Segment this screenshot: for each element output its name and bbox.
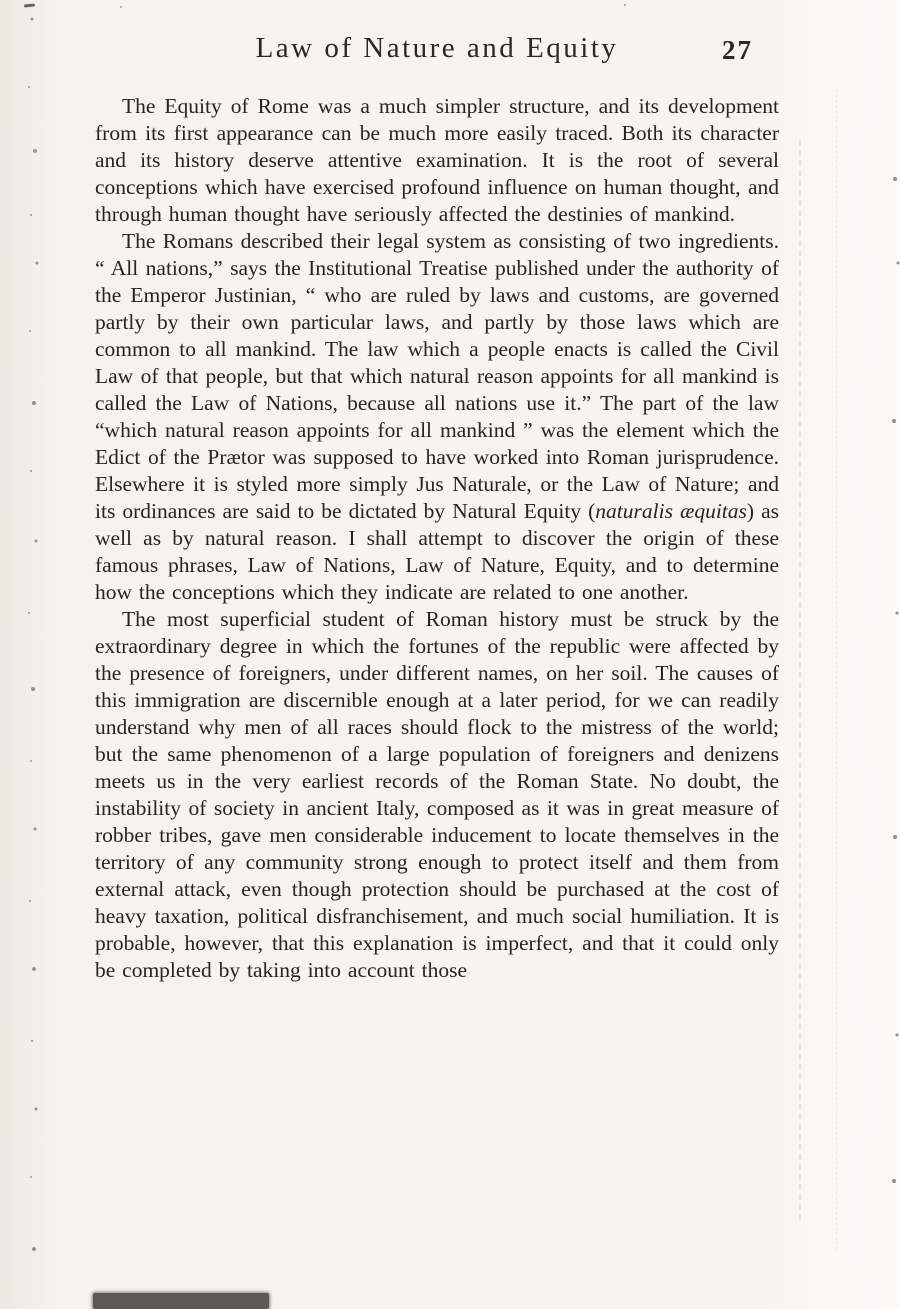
page-header xyxy=(95,32,779,86)
scan-line-artifact xyxy=(799,140,801,1220)
italic-phrase: naturalis æquitas xyxy=(595,499,747,523)
running-title: Law of Nature and Equity xyxy=(255,32,619,64)
page-body xyxy=(95,93,779,984)
paragraph xyxy=(95,606,779,984)
page-number: 27 xyxy=(722,35,753,65)
paragraph xyxy=(95,228,779,606)
text-segment: ) as well as by natural reason. I shall attempt to discover the origin of these famous phrases, Law of Nations, Law of Nature, Equity, and to determine how the conceptions which they indicate are related to one another. xyxy=(95,499,780,604)
paragraph xyxy=(95,93,779,228)
scan-mark-top-left xyxy=(24,3,35,7)
scan-smudge-bottom xyxy=(93,1293,269,1309)
text-segment: The Romans described their legal system as consisting of two ingredients. “ All nations,” says the Institutional Treatise published under the authority of the Emperor Justinian, “ who are ruled by laws and customs, are governed partly by their own particular laws, and partly by those laws which are common to all mankind. The law which a people enacts is called the Civil Law of that people, but that which natural reason appoints for all mankind is called the Law of Nations, because all nations use it.” The part of the law “which natural reason appoints for all mankind ” was the element which the Edict of the Prætor was supposed to have worked into Roman jurisprudence. Elsewhere it is styled more simply Jus Naturale, or the Law of Nature; and its ordinances are said to be dictated by Natural Equity ( xyxy=(95,229,779,523)
text-segment: The Equity of Rome was a much simpler structure, and its development from its first appearance can be much more easily traced. Both its character and its history deserve attentive examination. It is the root of several conceptions which have exercised profound influence on human thought, and through human thought have seriously affected the destinies of mankind. xyxy=(95,94,779,226)
page-content xyxy=(95,32,779,984)
text-segment: The most superficial student of Roman history must be struck by the extraordinary degree in which the fortunes of the republic were affected by the presence of foreigners, under different names, on her soil. The causes of this immigration are discernible enough at a later period, for we can readily understand why men of all races should flock to the mistress of the world; but the same phenomenon of a large population of foreigners and denizens meets us in the very earliest records of the Roman State. No doubt, the instability of society in ancient Italy, composed as it was in great measure of robber tribes, gave men considerable inducement to locate themselves in the territory of any community strong enough to protect itself and them from external attack, even though protection should be purchased at the cost of heavy taxation, political disfranchisement, and much social humiliation. It is probable, however, that this explanation is imperfect, and that it could only be completed by taking into account those xyxy=(95,607,779,982)
scan-speckles xyxy=(0,0,2,2)
scan-line-artifact xyxy=(836,90,837,1250)
